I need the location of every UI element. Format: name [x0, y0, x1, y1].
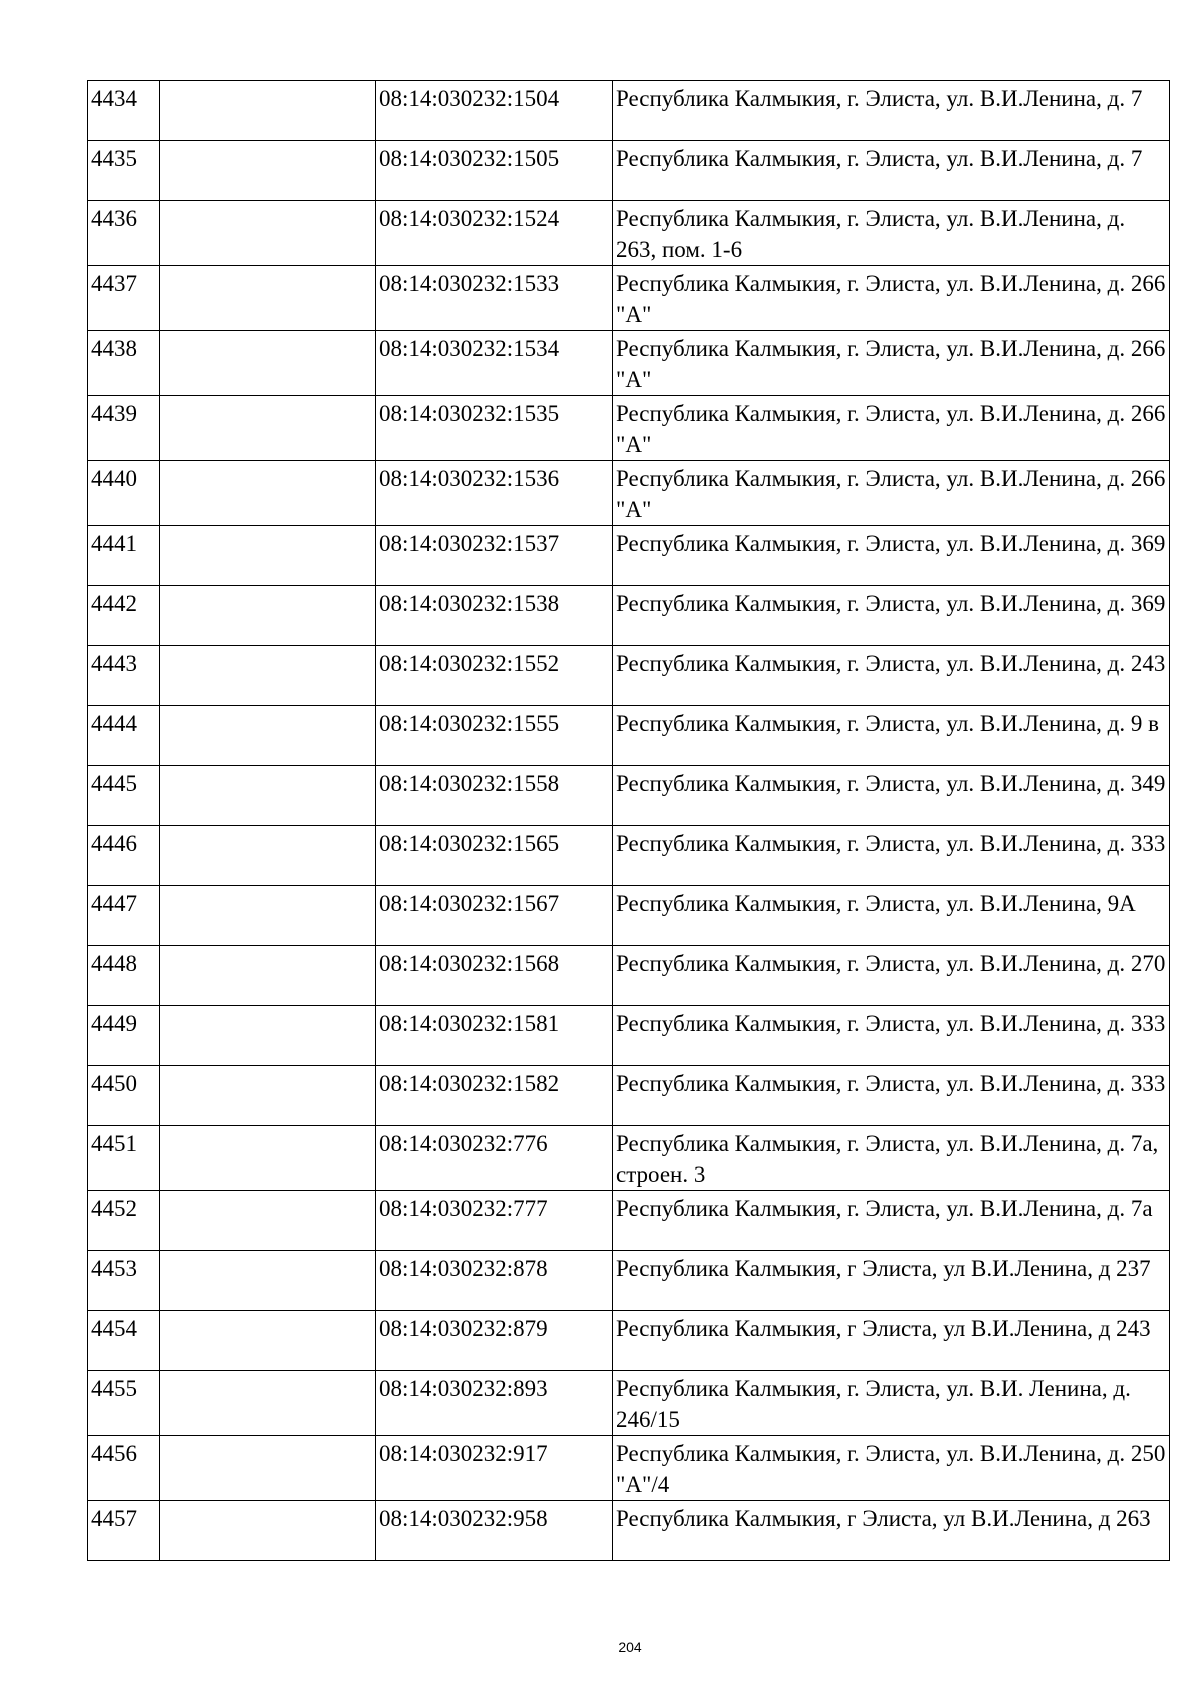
table-row: [88, 461, 1170, 526]
row-number-cell: 4437: [88, 266, 160, 331]
cadastral-number-cell: 08:14:030232:1555: [376, 706, 613, 766]
cadastral-number-cell: 08:14:030232:1536: [376, 461, 613, 526]
row-number-cell: 4457: [88, 1501, 160, 1561]
table-row: [88, 946, 1170, 1006]
address-cell: Республика Калмыкия, г. Элиста, ул. В.И.Ленина, д. 7: [613, 141, 1170, 201]
row-number-cell: 4436: [88, 201, 160, 266]
address-cell: Республика Калмыкия, г. Элиста, ул. В.И.Ленина, д. 9 в: [613, 706, 1170, 766]
address-cell: Республика Калмыкия, г. Элиста, ул. В.И.Ленина, д. 270: [613, 946, 1170, 1006]
empty-cell: [160, 826, 376, 886]
cadastral-number-cell: 08:14:030232:879: [376, 1311, 613, 1371]
table-row: [88, 586, 1170, 646]
empty-cell: [160, 201, 376, 266]
property-registry-table: [87, 80, 1170, 1561]
row-number-cell: 4448: [88, 946, 160, 1006]
address-cell: Республика Калмыкия, г. Элиста, ул. В.И. Ленина, д. 246/15: [613, 1371, 1170, 1436]
empty-cell: [160, 586, 376, 646]
address-cell: Республика Калмыкия, г Элиста, ул В.И.Ленина, д 263: [613, 1501, 1170, 1561]
address-cell: Республика Калмыкия, г. Элиста, ул. В.И.Ленина, д. 333: [613, 1066, 1170, 1126]
table-row: [88, 526, 1170, 586]
row-number-cell: 4435: [88, 141, 160, 201]
table-row: [88, 396, 1170, 461]
row-number-cell: 4442: [88, 586, 160, 646]
address-cell: Республика Калмыкия, г. Элиста, ул. В.И.Ленина, д. 7а: [613, 1191, 1170, 1251]
row-number-cell: 4454: [88, 1311, 160, 1371]
cadastral-number-cell: 08:14:030232:1538: [376, 586, 613, 646]
empty-cell: [160, 1436, 376, 1501]
row-number-cell: 4450: [88, 1066, 160, 1126]
empty-cell: [160, 526, 376, 586]
cadastral-number-cell: 08:14:030232:1581: [376, 1006, 613, 1066]
cadastral-number-cell: 08:14:030232:1534: [376, 331, 613, 396]
address-cell: Республика Калмыкия, г. Элиста, ул. В.И.Ленина, д. 349: [613, 766, 1170, 826]
empty-cell: [160, 141, 376, 201]
address-cell: Республика Калмыкия, г. Элиста, ул. В.И.Ленина, д. 333: [613, 826, 1170, 886]
cadastral-number-cell: 08:14:030232:1552: [376, 646, 613, 706]
empty-cell: [160, 331, 376, 396]
address-cell: Республика Калмыкия, г. Элиста, ул. В.И.Ленина, д. 266 "А": [613, 461, 1170, 526]
empty-cell: [160, 266, 376, 331]
row-number-cell: 4438: [88, 331, 160, 396]
row-number-cell: 4446: [88, 826, 160, 886]
table-row: [88, 1006, 1170, 1066]
row-number-cell: 4449: [88, 1006, 160, 1066]
table-row: [88, 201, 1170, 266]
address-cell: Республика Калмыкия, г. Элиста, ул. В.И.Ленина, 9А: [613, 886, 1170, 946]
row-number-cell: 4456: [88, 1436, 160, 1501]
cadastral-number-cell: 08:14:030232:1565: [376, 826, 613, 886]
row-number-cell: 4439: [88, 396, 160, 461]
cadastral-number-cell: 08:14:030232:1567: [376, 886, 613, 946]
cadastral-number-cell: 08:14:030232:1533: [376, 266, 613, 331]
table-row: [88, 1191, 1170, 1251]
table-row: [88, 826, 1170, 886]
table-row: [88, 706, 1170, 766]
row-number-cell: 4441: [88, 526, 160, 586]
cadastral-number-cell: 08:14:030232:1524: [376, 201, 613, 266]
table-row: [88, 1436, 1170, 1501]
table-row: [88, 646, 1170, 706]
table-row: [88, 1066, 1170, 1126]
cadastral-number-cell: 08:14:030232:1505: [376, 141, 613, 201]
row-number-cell: 4444: [88, 706, 160, 766]
page-number: 204: [618, 1639, 642, 1655]
table-row: [88, 141, 1170, 201]
row-number-cell: 4453: [88, 1251, 160, 1311]
row-number-cell: 4434: [88, 81, 160, 141]
row-number-cell: 4451: [88, 1126, 160, 1191]
row-number-cell: 4443: [88, 646, 160, 706]
empty-cell: [160, 1126, 376, 1191]
cadastral-number-cell: 08:14:030232:1504: [376, 81, 613, 141]
empty-cell: [160, 1006, 376, 1066]
cadastral-number-cell: 08:14:030232:1535: [376, 396, 613, 461]
empty-cell: [160, 1311, 376, 1371]
empty-cell: [160, 886, 376, 946]
cadastral-number-cell: 08:14:030232:958: [376, 1501, 613, 1561]
address-cell: Республика Калмыкия, г. Элиста, ул. В.И.Ленина, д. 369: [613, 526, 1170, 586]
empty-cell: [160, 81, 376, 141]
address-cell: Республика Калмыкия, г. Элиста, ул. В.И.Ленина, д. 266 "А": [613, 331, 1170, 396]
table-row: [88, 1311, 1170, 1371]
table-row: [88, 1371, 1170, 1436]
table-row: [88, 81, 1170, 141]
empty-cell: [160, 1191, 376, 1251]
empty-cell: [160, 1251, 376, 1311]
address-cell: Республика Калмыкия, г Элиста, ул В.И.Ленина, д 237: [613, 1251, 1170, 1311]
address-cell: Республика Калмыкия, г. Элиста, ул. В.И.Ленина, д. 266 "А": [613, 266, 1170, 331]
empty-cell: [160, 461, 376, 526]
empty-cell: [160, 1066, 376, 1126]
row-number-cell: 4445: [88, 766, 160, 826]
empty-cell: [160, 706, 376, 766]
address-cell: Республика Калмыкия, г. Элиста, ул. В.И.Ленина, д. 7а, строен. 3: [613, 1126, 1170, 1191]
row-number-cell: 4455: [88, 1371, 160, 1436]
cadastral-number-cell: 08:14:030232:893: [376, 1371, 613, 1436]
address-cell: Республика Калмыкия, г. Элиста, ул. В.И.Ленина, д. 333: [613, 1006, 1170, 1066]
empty-cell: [160, 766, 376, 826]
cadastral-number-cell: 08:14:030232:1558: [376, 766, 613, 826]
cadastral-number-cell: 08:14:030232:1568: [376, 946, 613, 1006]
table-row: [88, 331, 1170, 396]
empty-cell: [160, 646, 376, 706]
address-cell: Республика Калмыкия, г. Элиста, ул. В.И.Ленина, д. 250 "А"/4: [613, 1436, 1170, 1501]
address-cell: Республика Калмыкия, г. Элиста, ул. В.И.Ленина, д. 243: [613, 646, 1170, 706]
table-row: [88, 266, 1170, 331]
empty-cell: [160, 1371, 376, 1436]
cadastral-number-cell: 08:14:030232:917: [376, 1436, 613, 1501]
cadastral-number-cell: 08:14:030232:1582: [376, 1066, 613, 1126]
table-row: [88, 1501, 1170, 1561]
table-row: [88, 1126, 1170, 1191]
table-row: [88, 886, 1170, 946]
address-cell: Республика Калмыкия, г. Элиста, ул. В.И.Ленина, д. 266 "А": [613, 396, 1170, 461]
empty-cell: [160, 946, 376, 1006]
row-number-cell: 4447: [88, 886, 160, 946]
cadastral-number-cell: 08:14:030232:878: [376, 1251, 613, 1311]
cadastral-number-cell: 08:14:030232:776: [376, 1126, 613, 1191]
table-row: [88, 766, 1170, 826]
row-number-cell: 4440: [88, 461, 160, 526]
empty-cell: [160, 396, 376, 461]
address-cell: Республика Калмыкия, г Элиста, ул В.И.Ленина, д 243: [613, 1311, 1170, 1371]
cadastral-number-cell: 08:14:030232:1537: [376, 526, 613, 586]
empty-cell: [160, 1501, 376, 1561]
address-cell: Республика Калмыкия, г. Элиста, ул. В.И.Ленина, д. 263, пом. 1-6: [613, 201, 1170, 266]
address-cell: Республика Калмыкия, г. Элиста, ул. В.И.Ленина, д. 7: [613, 81, 1170, 141]
cadastral-number-cell: 08:14:030232:777: [376, 1191, 613, 1251]
table-row: [88, 1251, 1170, 1311]
registry-table-body: [88, 81, 1170, 1561]
address-cell: Республика Калмыкия, г. Элиста, ул. В.И.Ленина, д. 369: [613, 586, 1170, 646]
row-number-cell: 4452: [88, 1191, 160, 1251]
